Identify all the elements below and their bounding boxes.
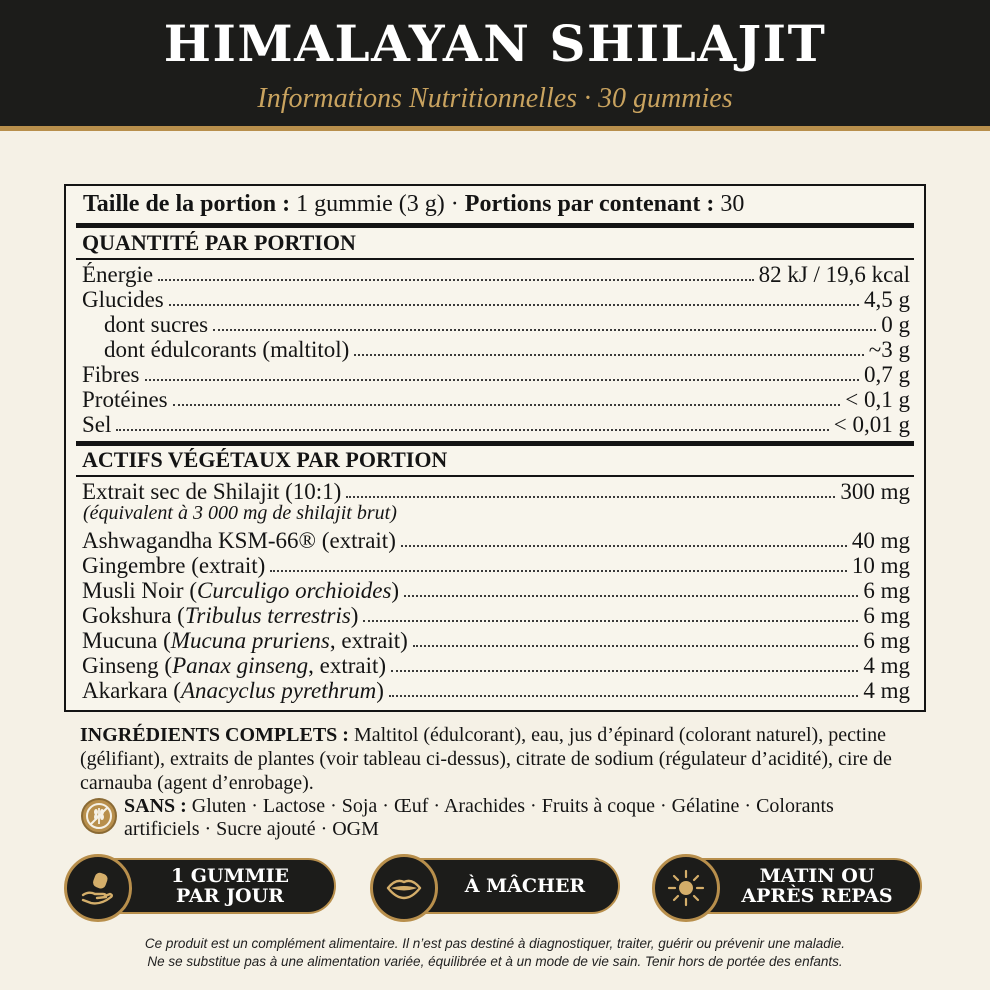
active-label-suffix: , extrait) [329, 628, 408, 653]
nutrient-value: < 0,1 g [845, 387, 910, 412]
badge-text [140, 860, 320, 912]
active-label-name: Musli Noir ( [82, 578, 197, 603]
badge-line1: MATIN OU [759, 865, 875, 887]
dot-leader [173, 404, 841, 406]
dot-leader [145, 379, 860, 381]
dot-leader [213, 329, 876, 331]
dot-leader [363, 620, 858, 622]
active-label-name: Ginseng ( [82, 653, 173, 678]
nutrient-row-sugars [104, 312, 910, 337]
active-label [82, 653, 386, 678]
dot-leader [404, 595, 858, 597]
active-value: 10 mg [851, 553, 910, 578]
product-title: HIMALAYAN SHILAJIT [163, 14, 827, 73]
nutrient-label: Énergie [82, 262, 154, 287]
thick-divider [76, 223, 914, 228]
mouth-icon [370, 854, 438, 922]
active-label [82, 628, 408, 653]
ingredients-label: INGRÉDIENTS COMPLETS : [80, 724, 349, 746]
dot-leader [354, 354, 864, 356]
dot-leader [391, 670, 858, 672]
active-label [82, 678, 384, 703]
active-label [82, 578, 399, 603]
divider [76, 258, 914, 260]
nutrient-row-proteins [82, 387, 910, 412]
serving-info [83, 191, 744, 218]
serving-size-value: 1 gummie (3 g) · [290, 191, 465, 217]
active-row-akarkara [82, 678, 910, 703]
nutrient-value: < 0,01 g [833, 412, 910, 437]
thick-divider [76, 441, 914, 446]
badge-line2: APRÈS REPAS [741, 885, 893, 907]
active-label [82, 603, 358, 628]
sun-icon [652, 854, 720, 922]
active-label-suffix: ) [350, 603, 359, 628]
nutrient-value: 0 g [881, 312, 910, 337]
active-value: 4 mg [863, 653, 910, 678]
nutrient-label: Glucides [82, 287, 164, 312]
nutrient-row-fibres [82, 362, 910, 387]
disclaimer-line1: Ce produit est un complément alimentaire. Il n’est pas destiné à diagnostiquer, traiter, guérir ou prévenir une maladie. [144, 936, 846, 951]
nutrient-value: 4,5 g [864, 287, 910, 312]
ingredients-block [80, 723, 910, 795]
active-latin-name: Tribulus terrestris [184, 603, 351, 628]
badge-timing [656, 858, 922, 914]
active-row-ginseng [82, 653, 910, 678]
free-from-label: SANS : [124, 795, 187, 817]
nutrient-label: Protéines [82, 387, 168, 412]
active-value: 6 mg [863, 628, 910, 653]
active-row-ginger [82, 553, 910, 578]
active-latin-name: Mucuna pruriens [170, 628, 330, 653]
dot-leader [169, 304, 859, 306]
nutrient-row-sweeteners [104, 337, 910, 362]
active-label: Ashwagandha KSM-66® (extrait) [82, 528, 396, 553]
free-from-block [124, 795, 914, 841]
actives-heading: ACTIFS VÉGÉTAUX PAR PORTION [82, 447, 448, 472]
header-banner [0, 0, 990, 131]
dot-leader [346, 496, 835, 498]
dot-leader [401, 545, 847, 547]
badge-line1: À MÂCHER [464, 875, 586, 897]
active-value: 6 mg [863, 578, 910, 603]
active-label-name: Akarkara ( [82, 678, 181, 703]
hand-gummy-icon [64, 854, 132, 922]
active-label: Extrait sec de Shilajit (10:1) [82, 479, 342, 504]
active-row-mucuna [82, 628, 910, 653]
nutrient-label: dont sucres [104, 312, 209, 337]
active-row-shilajit [82, 479, 910, 504]
nutrient-row-salt [82, 412, 910, 437]
badge-text [728, 860, 906, 912]
active-label-suffix: , extrait) [308, 653, 387, 678]
active-value: 4 mg [863, 678, 910, 703]
active-latin-name: Curculigo orchioides [197, 578, 392, 603]
badge-text [446, 860, 604, 912]
free-from-text: Gluten · Lactose · Soja · Œuf · Arachides · Fruits à coque · Gélatine · Colorants artificiels · Sucre ajouté · OGM [124, 795, 834, 840]
active-label-name: Gokshura ( [82, 603, 185, 628]
active-row-ashwagandha [82, 528, 910, 553]
nutrient-label: Fibres [82, 362, 140, 387]
nutrient-value: ~3 g [868, 337, 910, 362]
active-label-suffix: ) [391, 578, 400, 603]
nutrient-label: Sel [82, 412, 112, 437]
wheat-free-icon [81, 798, 117, 834]
nutrient-label: dont édulcorants (maltitol) [104, 337, 350, 362]
active-label-name: Mucuna ( [82, 628, 171, 653]
servings-per-container-label: Portions par contenant : [464, 191, 715, 217]
badge-line2: PAR JOUR [176, 885, 284, 907]
nutrition-panel [64, 184, 926, 712]
product-subtitle: Informations Nutritionnelles · 30 gummies [257, 83, 733, 114]
dot-leader [270, 570, 847, 572]
dot-leader [116, 429, 828, 431]
dot-leader [158, 279, 753, 281]
ingredients-text: Maltitol (édulcorant), eau, jus d’épinard (colorant naturel), pectine (gélifiant), extraits de plantes (voir tableau ci-dessus), citrate de sodium (régulateur d’acidité), cire de carnauba (agent d’enrobage). [80, 724, 892, 794]
active-latin-name: Panax ginseng [172, 653, 309, 678]
active-value: 40 mg [851, 528, 910, 553]
active-row-gokshura [82, 603, 910, 628]
active-latin-name: Anacyclus pyrethrum [180, 678, 377, 703]
disclaimer [0, 935, 990, 971]
nutrient-value: 82 kJ / 19,6 kcal [758, 262, 910, 287]
nutrient-row-carbs [82, 287, 910, 312]
shilajit-equivalent-note: (équivalent à 3 000 mg de shilajit brut) [83, 502, 397, 524]
disclaimer-line2: Ne se substitue pas à une alimentation variée, équilibrée et à un mode de vie sain. Tenir hors de portée des enfants. [147, 954, 843, 969]
nutrition-heading: QUANTITÉ PAR PORTION [82, 230, 356, 255]
badge-dosage [68, 858, 336, 914]
badge-line1: 1 GUMMIE [170, 865, 290, 887]
active-row-musli [82, 578, 910, 603]
dot-leader [413, 645, 859, 647]
serving-size-label: Taille de la portion : [83, 191, 291, 217]
active-label-suffix: ) [376, 678, 384, 703]
servings-per-container-value: 30 [714, 191, 745, 217]
active-value: 6 mg [863, 603, 910, 628]
badge-chew [374, 858, 620, 914]
nutrient-value: 0,7 g [864, 362, 910, 387]
active-value: 300 mg [840, 479, 910, 504]
nutrient-row-energy [82, 262, 910, 287]
dot-leader [389, 695, 858, 697]
active-label: Gingembre (extrait) [82, 553, 266, 578]
divider [76, 475, 914, 477]
